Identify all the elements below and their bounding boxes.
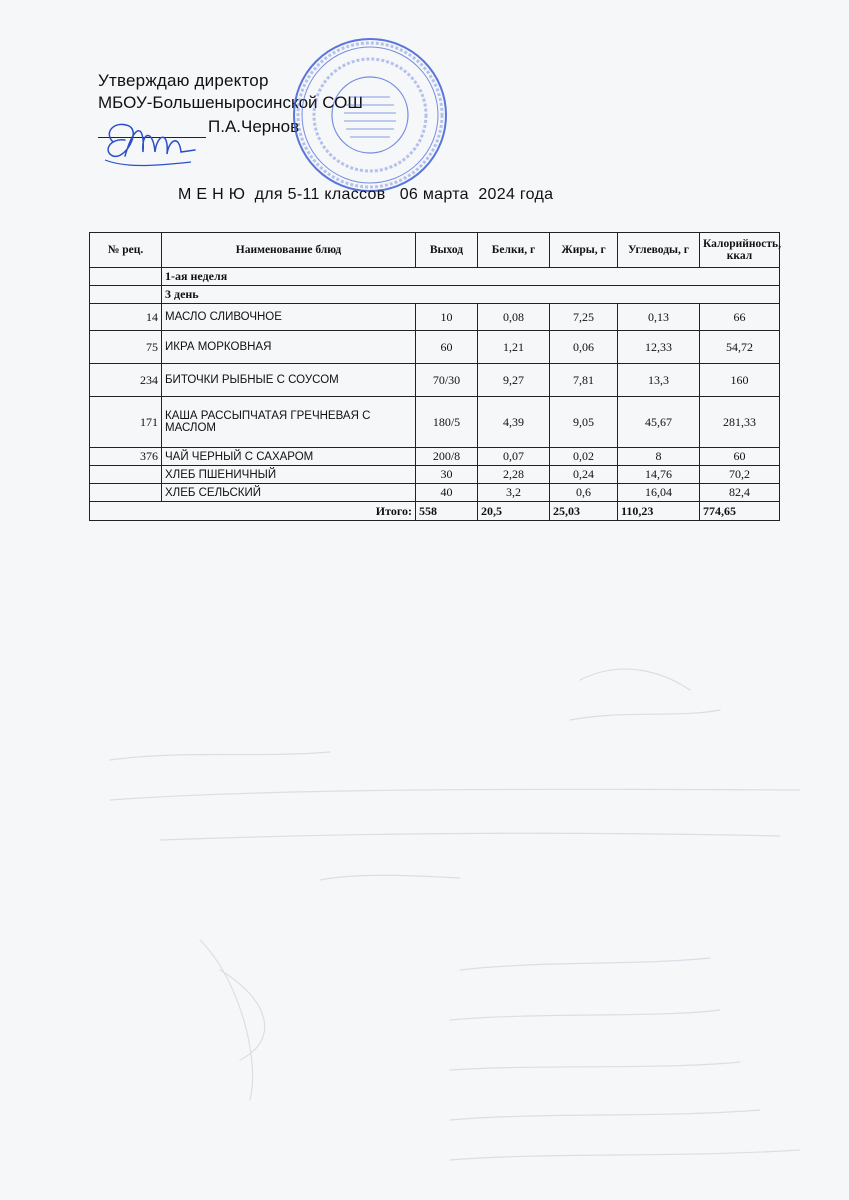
cell-output: 180/5 xyxy=(416,397,478,448)
bleed-through-scribble xyxy=(100,640,820,1180)
director-signature xyxy=(95,112,205,172)
total-label: Итого: xyxy=(90,502,416,521)
table-row xyxy=(90,364,780,397)
cell-fat: 0,24 xyxy=(550,466,618,484)
cell-recipe-num: 376 xyxy=(90,448,162,466)
total-carbs: 110,23 xyxy=(618,502,700,521)
cell-carbs: 45,67 xyxy=(618,397,700,448)
table-row xyxy=(90,448,780,466)
cell-calories: 54,72 xyxy=(700,331,780,364)
cell-recipe-num xyxy=(90,466,162,484)
total-row xyxy=(90,502,780,521)
cell-fat: 7,25 xyxy=(550,304,618,331)
cell-calories: 66 xyxy=(700,304,780,331)
total-calories: 774,65 xyxy=(700,502,780,521)
cell-output: 10 xyxy=(416,304,478,331)
cell-dish-name: ХЛЕБ СЕЛЬСКИЙ xyxy=(162,484,416,502)
menu-table xyxy=(89,232,780,521)
cell-dish-name: КАША РАССЫПЧАТАЯ ГРЕЧНЕВАЯ С МАСЛОМ xyxy=(162,397,416,448)
cell-recipe-num: 75 xyxy=(90,331,162,364)
official-stamp xyxy=(290,35,450,195)
cell-fat: 9,05 xyxy=(550,397,618,448)
director-name: П.А.Чернов xyxy=(208,117,300,136)
cell-dish-name: ЧАЙ ЧЕРНЫЙ С САХАРОМ xyxy=(162,448,416,466)
header-output: Выход xyxy=(416,233,478,268)
cell-dish-name: МАСЛО СЛИВОЧНОЕ xyxy=(162,304,416,331)
cell-protein: 0,07 xyxy=(478,448,550,466)
approval-line-1: Утверждаю директор xyxy=(98,71,269,90)
total-protein: 20,5 xyxy=(478,502,550,521)
cell-carbs: 12,33 xyxy=(618,331,700,364)
table-row xyxy=(90,484,780,502)
cell-output: 60 xyxy=(416,331,478,364)
cell-recipe-num: 171 xyxy=(90,397,162,448)
menu-title: М Е Н Ю для 5-11 классов 06 марта 2024 года xyxy=(178,186,554,203)
cell-recipe-num: 234 xyxy=(90,364,162,397)
cell-calories: 160 xyxy=(700,364,780,397)
cell-output: 200/8 xyxy=(416,448,478,466)
cell-protein: 4,39 xyxy=(478,397,550,448)
cell-carbs: 0,13 xyxy=(618,304,700,331)
cell-output: 70/30 xyxy=(416,364,478,397)
table-row xyxy=(90,331,780,364)
table-row xyxy=(90,466,780,484)
cell-fat: 7,81 xyxy=(550,364,618,397)
cell-dish-name: ИКРА МОРКОВНАЯ xyxy=(162,331,416,364)
cell-calories: 82,4 xyxy=(700,484,780,502)
table-row xyxy=(90,397,780,448)
total-output: 558 xyxy=(416,502,478,521)
day-label: 3 день xyxy=(162,286,780,304)
header-recipe-num: № рец. xyxy=(90,233,162,268)
header-fat: Жиры, г xyxy=(550,233,618,268)
cell-carbs: 14,76 xyxy=(618,466,700,484)
cell-calories: 70,2 xyxy=(700,466,780,484)
cell-fat: 0,6 xyxy=(550,484,618,502)
cell-dish-name: ХЛЕБ ПШЕНИЧНЫЙ xyxy=(162,466,416,484)
cell-recipe-num xyxy=(90,484,162,502)
table-row xyxy=(90,304,780,331)
cell-carbs: 8 xyxy=(618,448,700,466)
approval-line-2: МБОУ-Большеныросинской СОШ xyxy=(98,93,363,112)
header-calories: Калорийность, ккал xyxy=(700,233,780,268)
day-row xyxy=(90,286,780,304)
header-protein: Белки, г xyxy=(478,233,550,268)
cell-calories: 281,33 xyxy=(700,397,780,448)
total-fat: 25,03 xyxy=(550,502,618,521)
week-row xyxy=(90,268,780,286)
cell-carbs: 13,3 xyxy=(618,364,700,397)
cell-protein: 9,27 xyxy=(478,364,550,397)
cell-output: 40 xyxy=(416,484,478,502)
cell-recipe-num: 14 xyxy=(90,304,162,331)
table-header-row xyxy=(90,233,780,268)
week-label: 1-ая неделя xyxy=(162,268,780,286)
header-dish-name: Наименование блюд xyxy=(162,233,416,268)
cell-protein: 1,21 xyxy=(478,331,550,364)
header-carbs: Углеводы, г xyxy=(618,233,700,268)
cell-protein: 2,28 xyxy=(478,466,550,484)
cell-output: 30 xyxy=(416,466,478,484)
cell-protein: 0,08 xyxy=(478,304,550,331)
cell-carbs: 16,04 xyxy=(618,484,700,502)
cell-fat: 0,06 xyxy=(550,331,618,364)
cell-calories: 60 xyxy=(700,448,780,466)
cell-dish-name: БИТОЧКИ РЫБНЫЕ С СОУСОМ xyxy=(162,364,416,397)
cell-fat: 0,02 xyxy=(550,448,618,466)
cell-protein: 3,2 xyxy=(478,484,550,502)
